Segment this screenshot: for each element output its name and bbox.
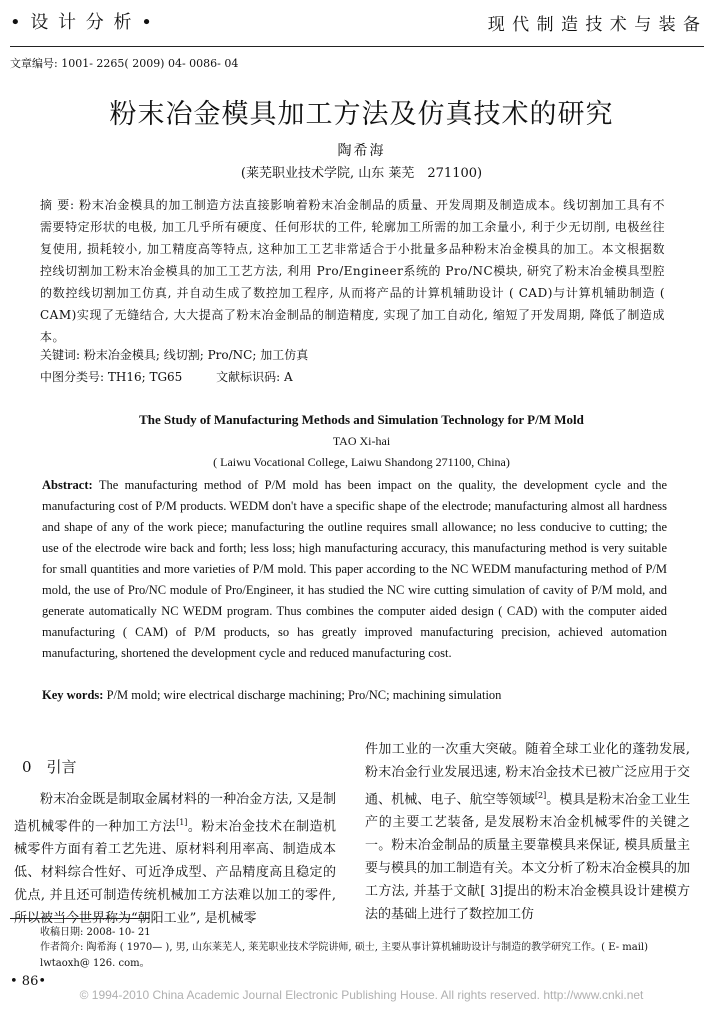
author-name: 陶希海 xyxy=(337,143,386,159)
english-affiliation: ( Laiwu Vocational College, Laiwu Shandong 271100, China) xyxy=(213,455,510,469)
article-number: 文章编号: 1001- 2265( 2009) 04- 0086- 04 xyxy=(10,57,239,70)
english-abstract xyxy=(42,475,667,664)
document-code: 文献标识码: A xyxy=(216,370,293,384)
header-rule xyxy=(10,46,704,47)
page-number: • 86• xyxy=(10,974,47,989)
abstract-chinese: 摘 要: 粉末冶金模具的加工制造方法直接影响着粉末冶金制品的质量、开发周期及制造成本。线切割加工具有不需要特定形状的电极, 加工几乎所有硬度、任何形状的工件, 轮廓加工所需的加工余量小, 利于少无切削, 电极丝往复使用, 损耗较小, 加工精度高等特点, 这种加工工艺非常适合于小批量多品种粉末冶金模具的加工。本文根据数控线切割加工粉末冶金模具的加工工艺方法, 利用 Pro/Engineer系统的 Pro/NC模块, 研究了粉末冶金模具型腔的数控线切割加工仿真, 并自动生成了数控加工程序, 从而将产品的计算机辅助设计 ( CAD)与计算机辅助制造 ( CAM)实现了无缝结合, 大大提高了粉末冶金制品的制造精度, 实现了加工自动化, 缩短了开发周期, 降低了制造成本。 xyxy=(40,198,665,344)
author-affiliation: (莱芜职业技术学院, 山东 莱芜 271100) xyxy=(240,166,483,181)
keywords-chinese: 关键词: 粉末冶金模具; 线切割; Pro/NC; 加工仿真 xyxy=(40,348,309,362)
right-para-text-2: 。模具是粉末冶金工业生产的主要工艺装备, 是发展粉末冶金机械零件的关键之一。粉末冶金制品的质量主要靠模具来保证, 模具质量主要与模具的加工制造有关。本文分析了粉末冶金模具的加工方法, 并基于文献[ 3]提出的粉末冶金模具设计建模方法的基础上进行了数控加工仿 xyxy=(365,792,691,923)
body-right-column xyxy=(365,738,690,926)
journal-name-header: 现 代 制 造 技 术 与 装 备 xyxy=(487,15,701,35)
citation-2[interactable]: [2] xyxy=(534,791,547,800)
received-date: 收稿日期: 2008- 10- 21 xyxy=(40,927,151,938)
keywords-label: Key words: xyxy=(42,688,104,702)
left-para-text: 粉末冶金既是制取金属材料的一种冶金方法, 又是制造机械零件的一种加工方法 xyxy=(14,792,336,835)
journal-section-header: • 设 计 分 析 • xyxy=(10,12,154,33)
footnote-rule xyxy=(10,918,150,919)
citation-1[interactable]: [1] xyxy=(176,818,188,827)
body-left-column xyxy=(14,788,336,930)
author-bio: 作者简介: 陶希海 ( 1970— ), 男, 山东莱芜人, 莱芜职业技术学院讲师, 硕士, 主要从事计算机辅助设计与制造的教学研究工作。( E- mail) lwtaoxh@ 126. com。 xyxy=(40,942,648,969)
english-author: TAO Xi-hai xyxy=(332,434,391,448)
english-keywords xyxy=(42,688,501,703)
abstract-label: Abstract: xyxy=(42,478,93,492)
english-title: The Study of Manufacturing Methods and Simulation Technology for P/M Mold xyxy=(139,412,584,427)
left-para-text-2: 。粉末冶金技术在制造机械零件方面有着工艺先进、原材料利用率高、制造成本低、材料综合性好、可近净成型、产品精度高且稳定的优点, 并且还可制造传统机械加工方法难以加工的零件, 所以被当今世界称为“朝阳工业”, 是机械零 xyxy=(14,819,336,927)
abstract-text: The manufacturing method of P/M mold has been impact on the quality, the development cycle and the manufacturing cost of P/M products. WEDM don't have a specific shape of the electrode; manufacturing almost all hardness and shape of any of the work piece; manufacturing the outline requires small allowance; no less conducive to cutting; the use of the electrode wire back and forth; less loss; high manufacturing accuracy, this manufacturing method is very suitable for small quantities and more varieties of P/M mold. This paper according to the NC WEDM manufacturing method of P/M mold, the use of Pro/NC module of Pro/Engineer, it has studied the NC wire cutting simulation of cavity of P/M mold, and generate automatically NC WEDM program. Thus combines the computer aided design ( CAD) with the computer aided manufacturing ( CAM) of P/M products, so has greatly improved manufacturing precision, achieved automation manufacturing, shortened the development cycle and reduced manufacturing cost. xyxy=(42,478,667,660)
right-para-text: 件加工业的一次重大突破。随着全球工业化的蓬勃发展, 粉末冶金行业发展迅速, 粉末冶金技术已被广泛应用于交通、机械、电子、航空等领域 xyxy=(365,742,690,808)
section-heading: 0 引言 xyxy=(22,758,77,776)
classification-line xyxy=(40,368,323,385)
paper-title: 粉末冶金模具加工方法及仿真技术的研究 xyxy=(109,99,614,130)
keywords-text: P/M mold; wire electrical discharge machining; Pro/NC; machining simulation xyxy=(106,688,502,702)
clc-number: 中图分类号: TH16; TG65 xyxy=(40,370,183,384)
copyright-watermark: © 1994-2010 China Academic Journal Electronic Publishing House. All rights reserved. http://www.cnki.net xyxy=(79,988,644,1002)
